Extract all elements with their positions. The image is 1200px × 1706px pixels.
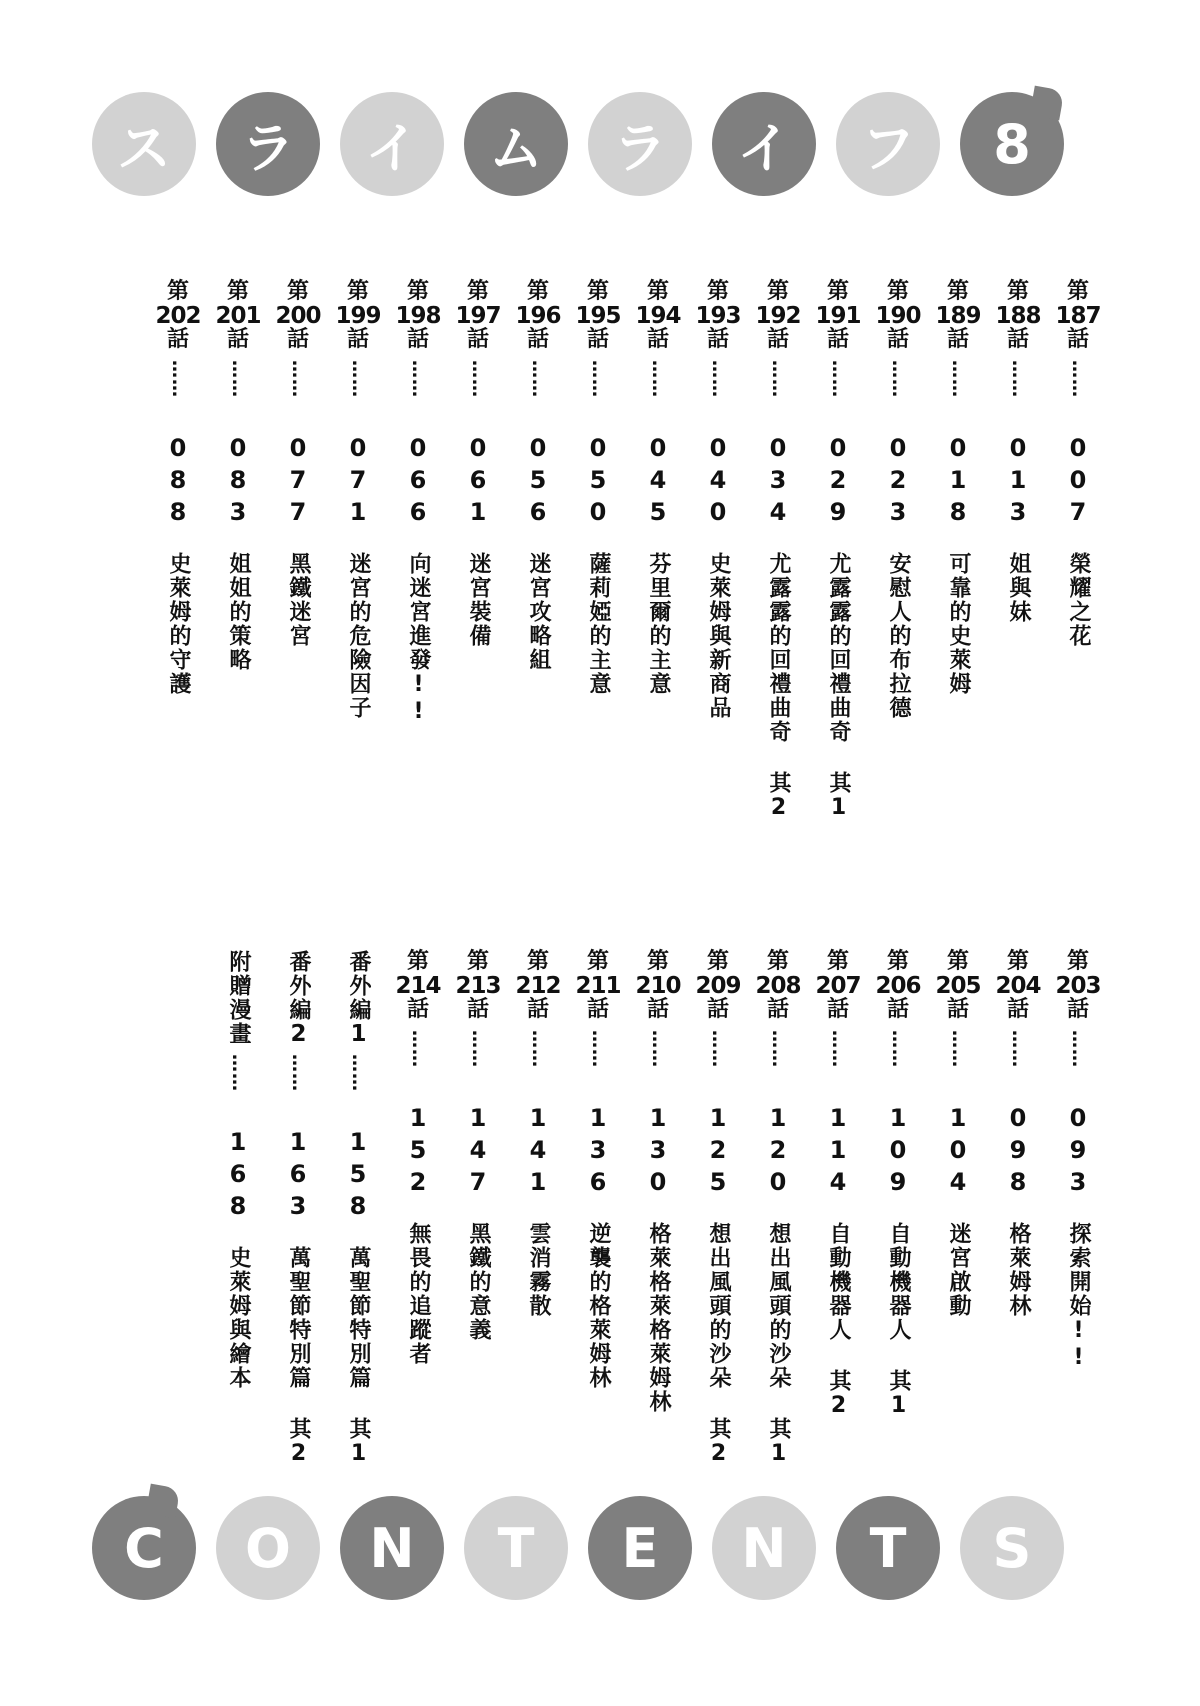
page-number: 158 [344, 1128, 372, 1224]
page-number: 061 [464, 434, 492, 530]
toc-entry: 第 195 話 …… 050 薩莉婭的主意 [575, 279, 621, 696]
chapter-title: 萬聖節特別篇 其2 [286, 1246, 311, 1468]
toc-entry: 第 191 話 …… 029 尤露露的回禮曲奇 其1 [815, 279, 861, 822]
page-number: 168 [224, 1128, 252, 1224]
title-char-6: イ [712, 92, 816, 196]
chapter-title: 榮耀之花 [1066, 552, 1091, 648]
page-number: 007 [1064, 434, 1092, 530]
toc-entry-bonus: 附贈漫畫 …… 168 史萊姆與繪本 [224, 950, 252, 1390]
page-number: 104 [944, 1104, 972, 1200]
toc-entry: 第 208 話 …… 120 想出風頭的沙朵 其1 [755, 949, 801, 1468]
chapter-title: 雲消霧散 [526, 1222, 551, 1318]
toc-entry: 第 201 話 …… 083 姐姐的策略 [215, 279, 261, 672]
chapter-title: 迷宮攻略組 [526, 552, 551, 672]
contents-char-2: O [216, 1496, 320, 1600]
chapter-title: 安慰人的布拉德 [886, 552, 911, 720]
toc-entry: 第 204 話 …… 098 格萊姆林 [995, 949, 1041, 1318]
page-number: 130 [644, 1104, 672, 1200]
chapter-title: 迷宮裝備 [466, 552, 491, 648]
contents-char-7: T [836, 1496, 940, 1600]
chapter-title: 姐姐的策略 [226, 552, 251, 672]
contents-char-1: C [92, 1496, 196, 1600]
contents-char-3: N [340, 1496, 444, 1600]
page-number: 071 [344, 434, 372, 530]
page-number: 088 [164, 434, 192, 530]
toc-entry: 第 194 話 …… 045 芬里爾的主意 [635, 279, 681, 696]
title-char-1: ス [92, 92, 196, 196]
page-number: 152 [404, 1104, 432, 1200]
chapter-title: 姐與妹 [1006, 552, 1031, 624]
chapter-title: 向迷宮進發!! [406, 552, 431, 726]
page-number: 023 [884, 434, 912, 530]
page-number: 141 [524, 1104, 552, 1200]
toc-entry: 第 212 話 …… 141 雲消霧散 [515, 949, 561, 1318]
chapter-title: 格萊格萊格萊姆林 [646, 1222, 671, 1414]
toc-entry: 第 197 話 …… 061 迷宮裝備 [455, 279, 501, 648]
toc-entry: 第 213 話 …… 147 黑鐵的意義 [455, 949, 501, 1342]
page-number: 040 [704, 434, 732, 530]
toc-entry: 第 196 話 …… 056 迷宮攻略組 [515, 279, 561, 672]
chapter-title: 黑鐵的意義 [466, 1222, 491, 1342]
toc-entry: 第 209 話 …… 125 想出風頭的沙朵 其2 [695, 949, 741, 1468]
page-number: 013 [1004, 434, 1032, 530]
page-number: 056 [524, 434, 552, 530]
toc-entry: 第 189 話 …… 018 可靠的史萊姆 [935, 279, 981, 696]
page-number: 109 [884, 1104, 912, 1200]
toc-lower [0, 949, 1200, 1468]
page-number: 163 [284, 1128, 312, 1224]
title-char-2: ラ [216, 92, 320, 196]
page-number: 066 [404, 434, 432, 530]
page-number: 136 [584, 1104, 612, 1200]
toc-entry: 第 198 話 …… 066 向迷宮進發!! [395, 279, 441, 726]
chapter-title: 自動機器人 其2 [826, 1222, 851, 1420]
title-char-3: イ [340, 92, 444, 196]
title-char-7: フ [836, 92, 940, 196]
toc-entry: 第 206 話 …… 109 自動機器人 其1 [875, 949, 921, 1420]
page-number: 098 [1004, 1104, 1032, 1200]
toc-entry: 第 202 話 …… 088 史萊姆的守護 [155, 279, 201, 696]
chapter-title: 格萊姆林 [1006, 1222, 1031, 1318]
contents-char-5: E [588, 1496, 692, 1600]
title-banner [92, 92, 1152, 198]
page-number: 147 [464, 1104, 492, 1200]
page-number: 093 [1064, 1104, 1092, 1200]
chapter-title: 無畏的追蹤者 [406, 1222, 431, 1366]
chapter-title: 想出風頭的沙朵 其1 [766, 1222, 791, 1468]
toc-entry: 第 188 話 …… 013 姐與妹 [995, 279, 1041, 624]
chapter-title: 想出風頭的沙朵 其2 [706, 1222, 731, 1468]
toc-entry: 第 200 話 …… 077 黑鐵迷宮 [275, 279, 321, 648]
toc-entry-extra: 番外編 1 …… 158 萬聖節特別篇 其1 [344, 950, 372, 1468]
page-number: 029 [824, 434, 852, 530]
toc-entry: 第 205 話 …… 104 迷宮啟動 [935, 949, 981, 1318]
toc-entry-extra: 番外編 2 …… 163 萬聖節特別篇 其2 [284, 950, 312, 1468]
contents-char-6: N [712, 1496, 816, 1600]
title-volume-number: 8 [960, 92, 1064, 196]
toc-entry: 第 190 話 …… 023 安慰人的布拉德 [875, 279, 921, 720]
toc-entry: 第 210 話 …… 130 格萊格萊格萊姆林 [635, 949, 681, 1414]
contents-banner [92, 1496, 1152, 1602]
chapter-title: 史萊姆與新商品 [706, 552, 731, 720]
chapter-title: 史萊姆的守護 [166, 552, 191, 696]
page-number: 045 [644, 434, 672, 530]
chapter-title: 薩莉婭的主意 [586, 552, 611, 696]
page-number: 050 [584, 434, 612, 530]
toc-entry: 第 214 話 …… 152 無畏的追蹤者 [395, 949, 441, 1366]
chapter-title: 萬聖節特別篇 其1 [346, 1246, 371, 1468]
chapter-title: 史萊姆與繪本 [226, 1246, 251, 1390]
page-number: 120 [764, 1104, 792, 1200]
toc-entry: 第 211 話 …… 136 逆襲的格萊姆林 [575, 949, 621, 1390]
page-number: 077 [284, 434, 312, 530]
title-char-5: ラ [588, 92, 692, 196]
toc-entry: 第 192 話 …… 034 尤露露的回禮曲奇 其2 [755, 279, 801, 822]
chapter-title: 逆襲的格萊姆林 [586, 1222, 611, 1390]
chapter-title: 探索開始!! [1066, 1222, 1091, 1372]
contents-char-4: T [464, 1496, 568, 1600]
page-number: 114 [824, 1104, 852, 1200]
chapter-title: 迷宮啟動 [946, 1222, 971, 1318]
chapter-title: 芬里爾的主意 [646, 552, 671, 696]
title-char-4: ム [464, 92, 568, 196]
page-number: 125 [704, 1104, 732, 1200]
toc-entry: 第 203 話 …… 093 探索開始!! [1055, 949, 1101, 1372]
chapter-title: 迷宮的危險因子 [346, 552, 371, 720]
toc-entry: 第 199 話 …… 071 迷宮的危險因子 [335, 279, 381, 720]
chapter-title: 尤露露的回禮曲奇 其2 [766, 552, 791, 822]
toc-upper [0, 279, 1200, 822]
page-number: 034 [764, 434, 792, 530]
page-number: 018 [944, 434, 972, 530]
toc-entry: 第 187 話 …… 007 榮耀之花 [1055, 279, 1101, 648]
chapter-title: 自動機器人 其1 [886, 1222, 911, 1420]
chapter-title: 尤露露的回禮曲奇 其1 [826, 552, 851, 822]
toc-entry: 第 193 話 …… 040 史萊姆與新商品 [695, 279, 741, 720]
contents-char-8: S [960, 1496, 1064, 1600]
chapter-title: 可靠的史萊姆 [946, 552, 971, 696]
page-number: 083 [224, 434, 252, 530]
chapter-title: 黑鐵迷宮 [286, 552, 311, 648]
toc-entry: 第 207 話 …… 114 自動機器人 其2 [815, 949, 861, 1420]
